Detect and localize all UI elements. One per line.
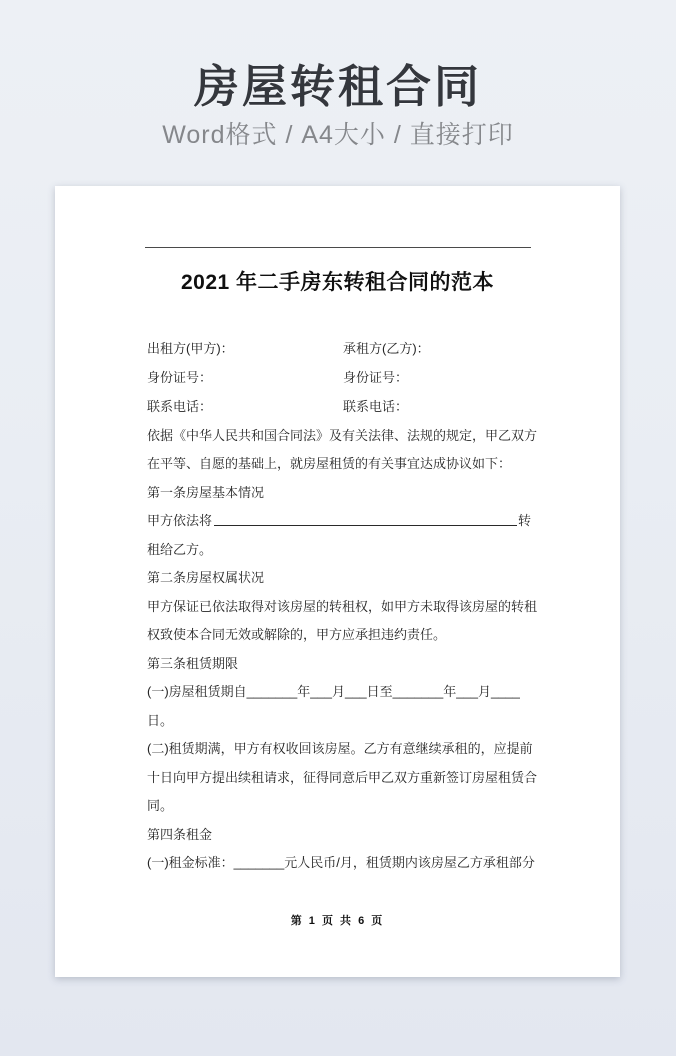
- blank-prefix: 甲方依法将: [147, 513, 213, 529]
- doc-line: (一)房屋租赁期自_______年___月___日至_______年___月____: [147, 684, 520, 700]
- doc-line: 租给乙方。: [147, 541, 213, 557]
- clause-heading: 第二条房屋权属状况: [147, 570, 265, 586]
- doc-line: (一)租金标准：_______元人民币/月，租赁期内该房屋乙方承租部分: [147, 855, 535, 871]
- page-subtitle: Word格式 / A4大小 / 直接打印: [162, 121, 514, 149]
- doc-line: 日。: [147, 712, 174, 728]
- blank-suffix: 转: [517, 513, 531, 529]
- page-number: 第 1 页 共 6 页: [290, 915, 385, 927]
- clause-heading: 第三条租赁期限: [147, 655, 239, 671]
- clause-heading: 第四条租金: [147, 826, 213, 842]
- party-row: [147, 333, 531, 362]
- page-title: 房屋转租合同: [193, 61, 482, 112]
- doc-line: 在平等、自愿的基础上，就房屋租赁的有关事宜达成协议如下：: [147, 456, 512, 472]
- clause-heading: 第一条房屋基本情况: [147, 484, 265, 500]
- doc-line: 十日向甲方提出续租请求，征得同意后甲乙双方重新签订房屋租赁合: [147, 769, 538, 785]
- lessor-phone-label: 联系电话：: [147, 399, 213, 414]
- lessee-id-label: 身份证号：: [343, 370, 409, 385]
- doc-line-with-blank: [147, 506, 531, 535]
- doc-line: 同。: [147, 798, 174, 814]
- lessee-phone-label: 联系电话：: [343, 399, 409, 414]
- lessor-id-label: 身份证号：: [147, 370, 213, 385]
- hero-header: [0, 0, 676, 148]
- doc-line: (二)租赁期满，甲方有权收回该房屋。乙方有意继续承租的，应提前: [147, 741, 533, 757]
- doc-line: 甲方保证已依法取得对该房屋的转租权，如甲方未取得该房屋的转租: [147, 598, 538, 614]
- document-page: [55, 186, 620, 977]
- doc-line: 权致使本合同无效或解除的，甲方应承担违约责任。: [147, 627, 447, 643]
- title-divider: [145, 247, 531, 248]
- lessee-label: 承租方(乙方)：: [343, 341, 430, 356]
- doc-line: 依据《中华人民共和国合同法》及有关法律、法规的规定，甲乙双方: [147, 427, 538, 443]
- party-row: [147, 362, 531, 391]
- blank-underline: [214, 510, 517, 526]
- lessor-label: 出租方(甲方)：: [147, 341, 234, 356]
- party-row: [147, 391, 531, 420]
- contract-title: 2021 年二手房东转租合同的范本: [180, 271, 495, 294]
- contract-body: [147, 333, 538, 876]
